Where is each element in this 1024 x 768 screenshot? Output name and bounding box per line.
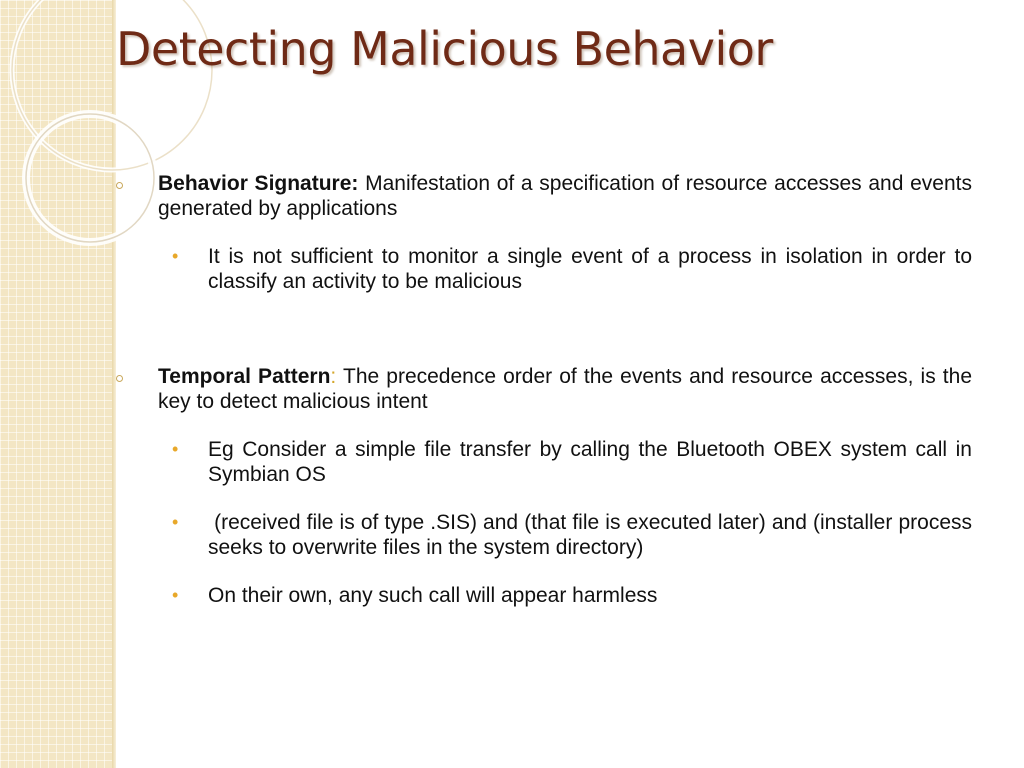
dot-bullet-icon: •: [172, 246, 179, 266]
circle-bullet-icon: [116, 375, 123, 382]
sub-bullet: [112, 510, 978, 560]
dot-bullet-icon: •: [172, 585, 179, 605]
sub-bullet: [112, 244, 972, 294]
sub-bullet-text: (received file is of type .SIS) and (that file is executed later) and (installer process seeks to overwrite files in the system directory): [208, 511, 978, 559]
sub-list: [112, 244, 972, 294]
slide-body: [112, 171, 978, 608]
dot-bullet-icon: •: [172, 439, 179, 459]
dot-bullet-icon: •: [172, 512, 179, 532]
sub-bullet-text: On their own, any such call will appear harmless: [208, 584, 658, 607]
term-label: Behavior Signature:: [158, 172, 359, 195]
sub-bullet-text: It is not sufficient to monitor a single event of a process in isolation in order to classify an activity to be malicious: [208, 245, 972, 293]
bullet-temporal-pattern: [112, 364, 972, 414]
side-pattern-strip: [0, 0, 112, 768]
sub-bullet: [112, 583, 972, 608]
slide-title: Detecting Malicious Behavior: [116, 22, 773, 76]
term-description: The precedence order of the events and resource accesses, is the key to detect malicious intent: [158, 365, 972, 413]
term-colon: :: [330, 365, 337, 388]
term-description: Manifestation of a specification of resource accesses and events generated by applications: [158, 172, 972, 220]
sub-list: [112, 437, 978, 608]
sub-bullet: [112, 437, 972, 487]
sub-bullet-text: Eg Consider a simple file transfer by calling the Bluetooth OBEX system call in Symbian OS: [208, 438, 972, 486]
bullet-behavior-signature: [112, 171, 972, 221]
term-label: Temporal Pattern: [158, 365, 331, 388]
circle-bullet-icon: [116, 182, 123, 189]
